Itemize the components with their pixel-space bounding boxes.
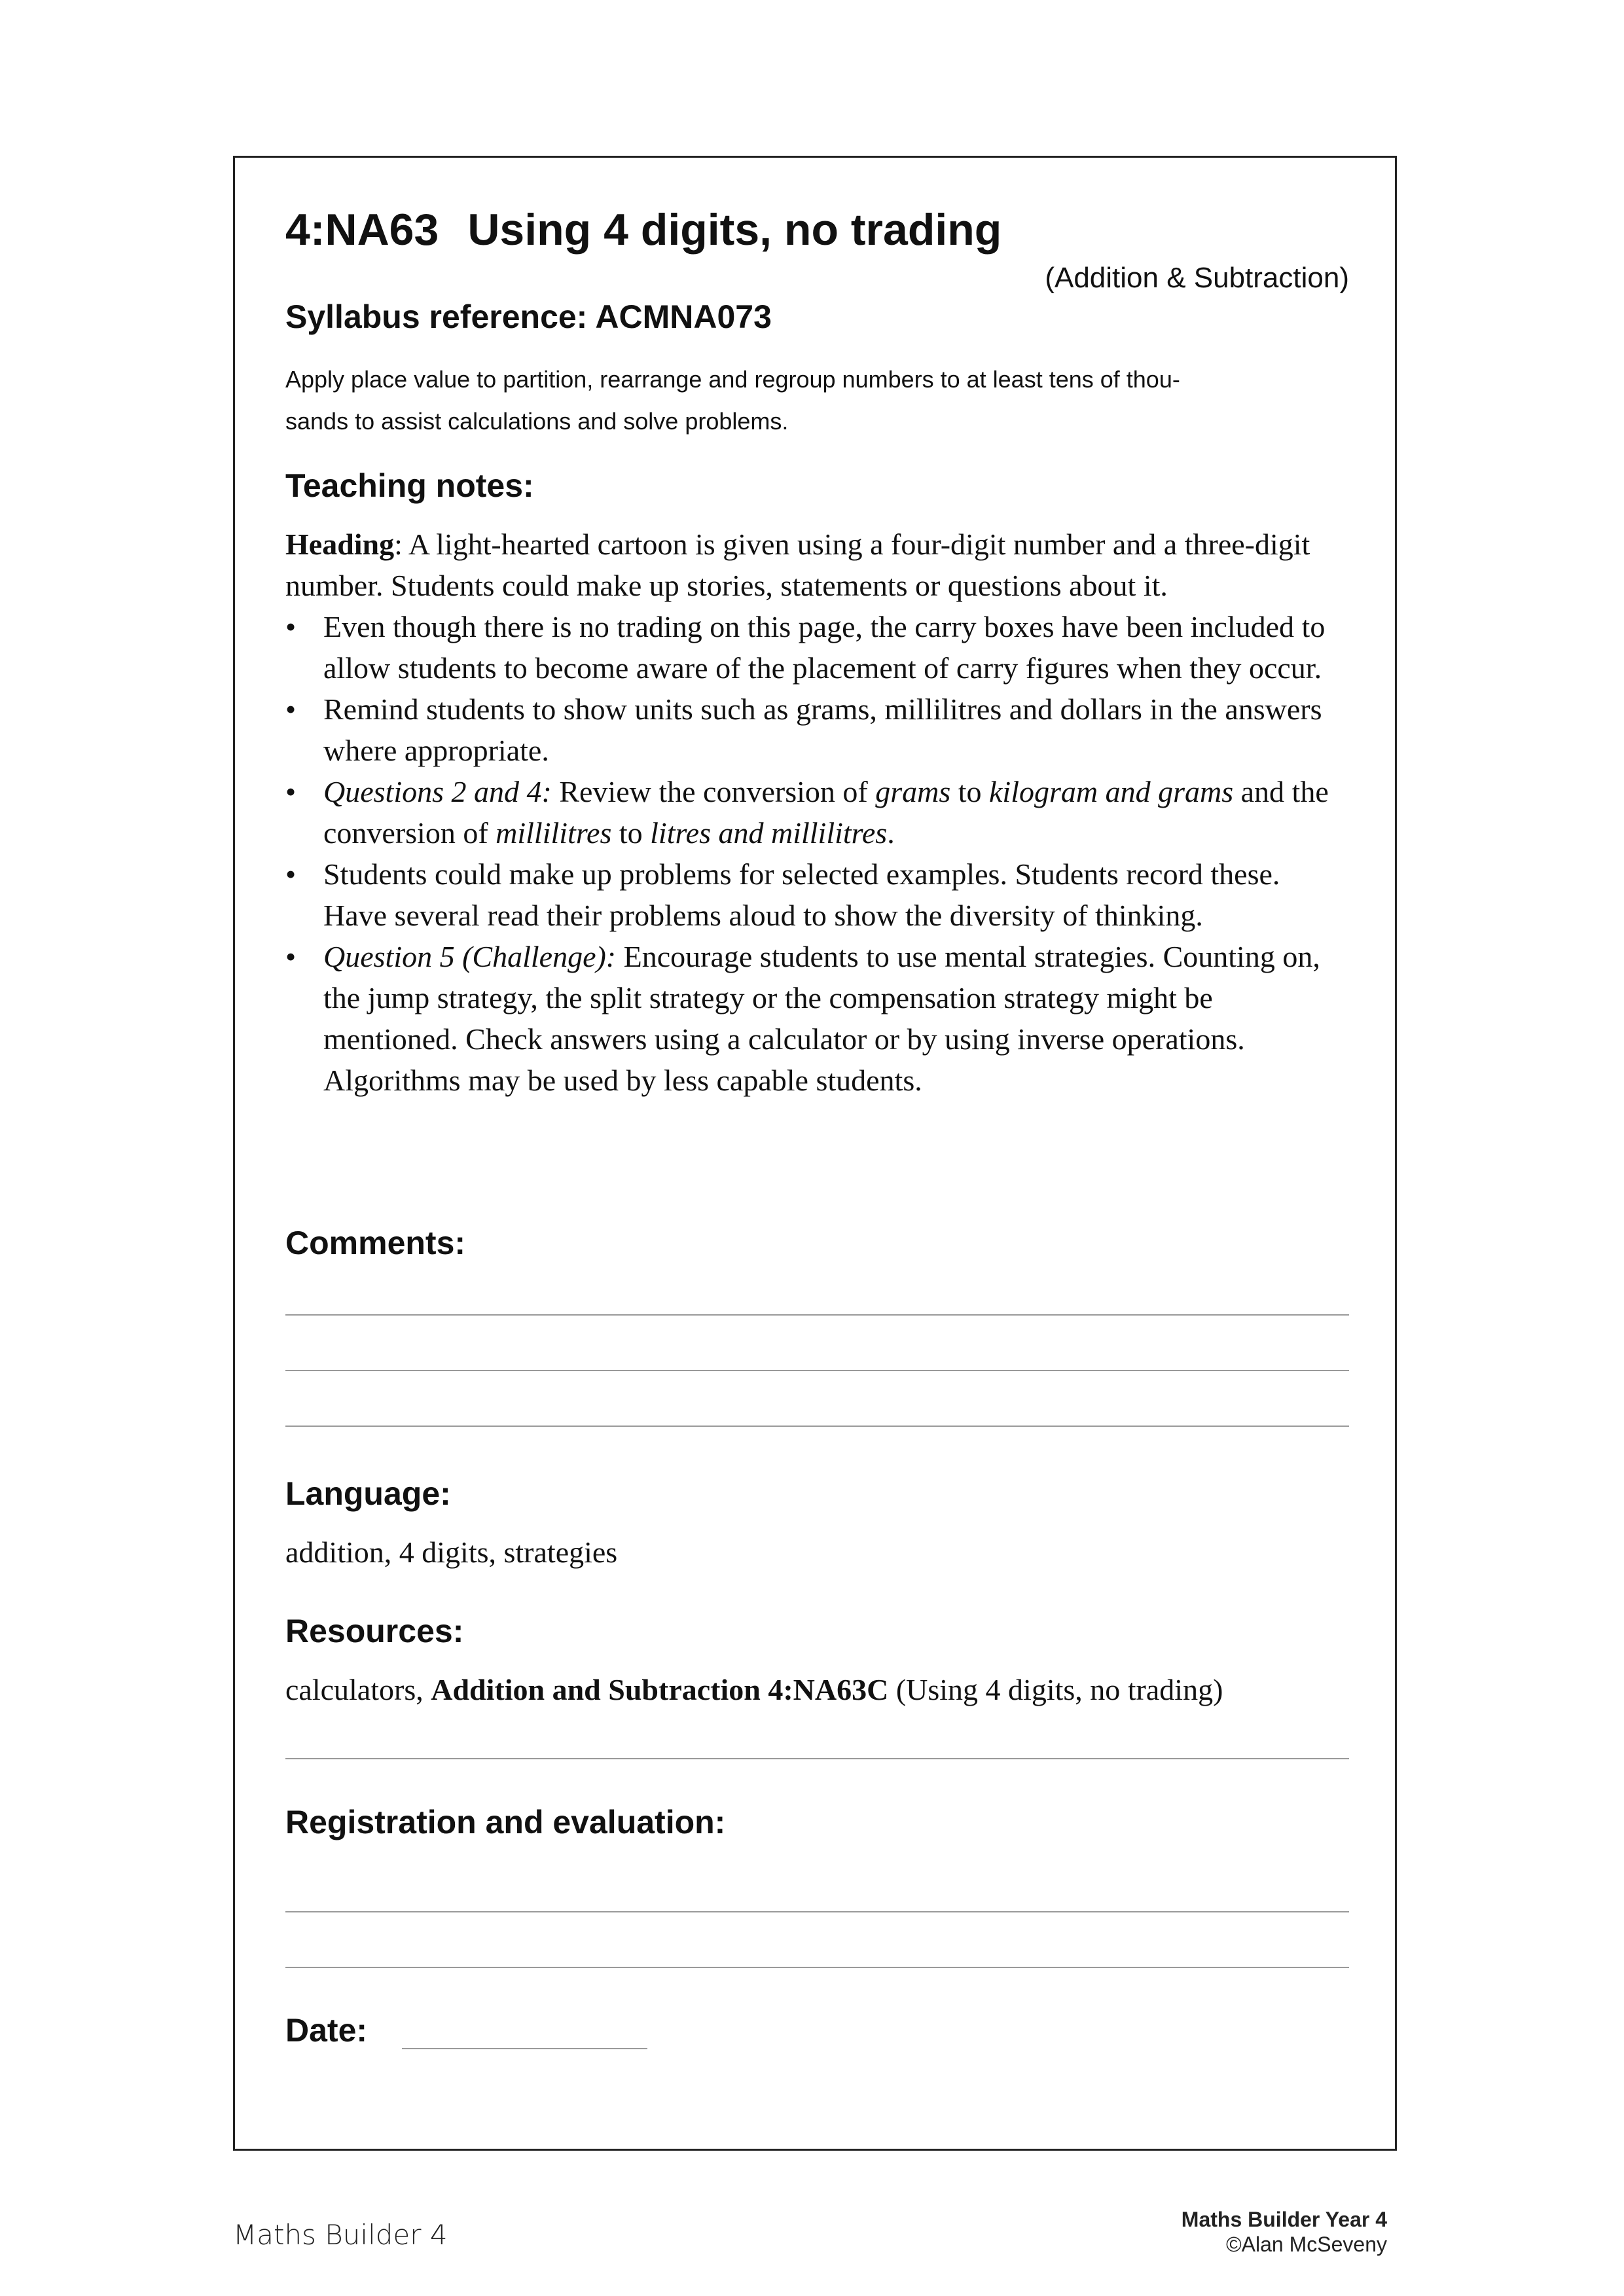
footer-book-title: Maths Builder Year 4 [1181,2208,1387,2231]
date-heading: Date: [285,2012,368,2049]
bullet-icon: • [285,610,297,643]
list-item-text: Review the conversion of [551,775,876,808]
notes-intro [285,524,1349,606]
page-title [285,204,1001,255]
syllabus-line-1: Apply place value to partition, rearrange and regroup numbers to at least tens of thou- [285,366,1180,393]
registration-line-1 [285,1911,1349,1912]
resources-heading: Resources: [285,1613,464,1649]
bullet-icon: • [285,940,297,973]
footer-copyright: ©Alan McSeveny [1226,2233,1387,2256]
lesson-code: 4:NA63 [285,205,439,255]
lesson-subtitle: (Addition & Subtraction) [1045,262,1349,294]
comments-line-1 [285,1314,1349,1316]
list-item-emphasis: kilogram and grams [989,775,1234,808]
registration-line-2 [285,1967,1349,1968]
list-item-emphasis: grams [875,775,951,808]
notes-intro-label: Heading [285,528,395,561]
list-item-emphasis: litres and millilitres [650,816,888,850]
language-text: addition, 4 digits, strategies [285,1535,618,1569]
resources-text [285,1669,1349,1710]
comments-line-2 [285,1370,1349,1371]
resources-link-title: Addition and Subtraction 4:NA63C [431,1673,889,1706]
list-item-text: . [887,816,895,850]
list-item [285,689,1349,771]
resources-line [285,1758,1349,1759]
list-item-text: Encourage students to use mental strategies. Counting on, the jump strategy, the split strategy or the compensation strategy might be mentioned. Check answers using a calculator or by using inverse operations. Algorithms may be used by less capable students. [323,940,1320,1097]
resources-prefix: calculators, [285,1673,431,1706]
list-item-text: and the conversion of [323,775,1329,850]
list-item-emphasis: millilitres [496,816,612,850]
comments-heading: Comments: [285,1225,466,1261]
syllabus-description [285,359,1349,442]
list-item-text: Students could make up problems for selected examples. Students record these. Have several read their problems aloud to show the diversity of thinking. [323,857,1280,932]
lesson-title: Using 4 digits, no trading [467,205,1002,255]
footer-brand: Maths Builder 4 [233,2219,448,2251]
list-item [285,853,1349,936]
language-heading: Language: [285,1475,451,1512]
list-item [285,771,1349,853]
list-item-label: Questions 2 and 4: [323,775,552,808]
list-item [285,936,1349,1101]
list-item-text: Even though there is no trading on this page, the carry boxes have been included to allow students to become aware of the placement of carry figures when they occur. [323,610,1326,685]
list-item-text: Remind students to show units such as grams, millilitres and dollars in the answers where appropriate. [323,692,1322,767]
notes-list [285,606,1349,1101]
page-border [233,156,1397,2151]
syllabus-line-2: sands to assist calculations and solve problems. [285,408,789,435]
teaching-notes-heading: Teaching notes: [285,467,534,504]
list-item-text: to [611,816,651,850]
resources-suffix: (Using 4 digits, no trading) [888,1673,1223,1706]
registration-heading: Registration and evaluation: [285,1804,726,1840]
teaching-notes [285,524,1349,1101]
footer-credits [1182,2207,1387,2257]
date-line [402,2048,647,2049]
list-item [285,606,1349,689]
list-item-text: to [950,775,990,808]
bullet-icon: • [285,857,297,891]
list-item-label: Question 5 (Challenge): [323,940,617,973]
notes-intro-text: : A light-hearted cartoon is given using a four-digit number and a three-digit number. Students could make up stories, statements or questions about it. [285,528,1310,602]
bullet-icon: • [285,692,297,726]
syllabus-heading: Syllabus reference: ACMNA073 [285,298,772,335]
comments-line-3 [285,1426,1349,1427]
bullet-icon: • [285,775,297,808]
